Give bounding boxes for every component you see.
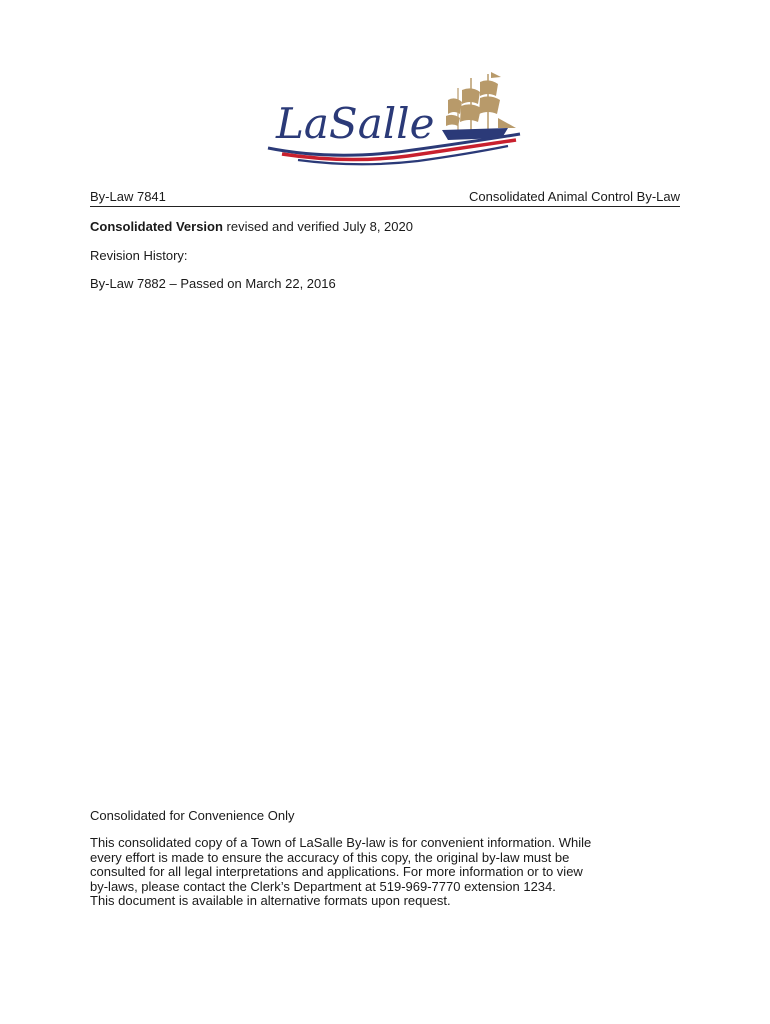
consolidated-version-line [90, 219, 413, 234]
notice-line: every effort is made to ensure the accuracy of this copy, the original by-law must be [90, 849, 570, 865]
notice-line: This document is available in alternative formats upon request. [90, 893, 451, 909]
notice-line: This consolidated copy of a Town of LaSalle By-law is for convenient information. While [90, 835, 592, 850]
notice-line: by-laws, please contact the Clerk’s Department at 519-969-7770 extension 1234. [90, 878, 556, 894]
bylaw-number: By-Law 7841 [90, 189, 166, 204]
document-header [90, 189, 680, 207]
notice-line: consulted for all legal interpretations and applications. For more information or to view [90, 864, 583, 880]
consolidated-version-text: revised and verified July 8, 2020 [222, 219, 413, 234]
lasalle-logo [258, 68, 526, 168]
notice-title: Consolidated for Convenience Only [90, 808, 295, 823]
revision-entry: By-Law 7882 – Passed on March 22, 2016 [90, 276, 336, 291]
bylaw-title: Consolidated Animal Control By-Law [469, 189, 680, 204]
lasalle-ship-logo-graphic [258, 68, 526, 168]
consolidated-version-label: Consolidated Version [90, 219, 223, 234]
revision-history-label: Revision History: [90, 248, 188, 263]
notice-paragraph [90, 836, 680, 909]
logo-wordmark: LaSalle [276, 99, 435, 148]
